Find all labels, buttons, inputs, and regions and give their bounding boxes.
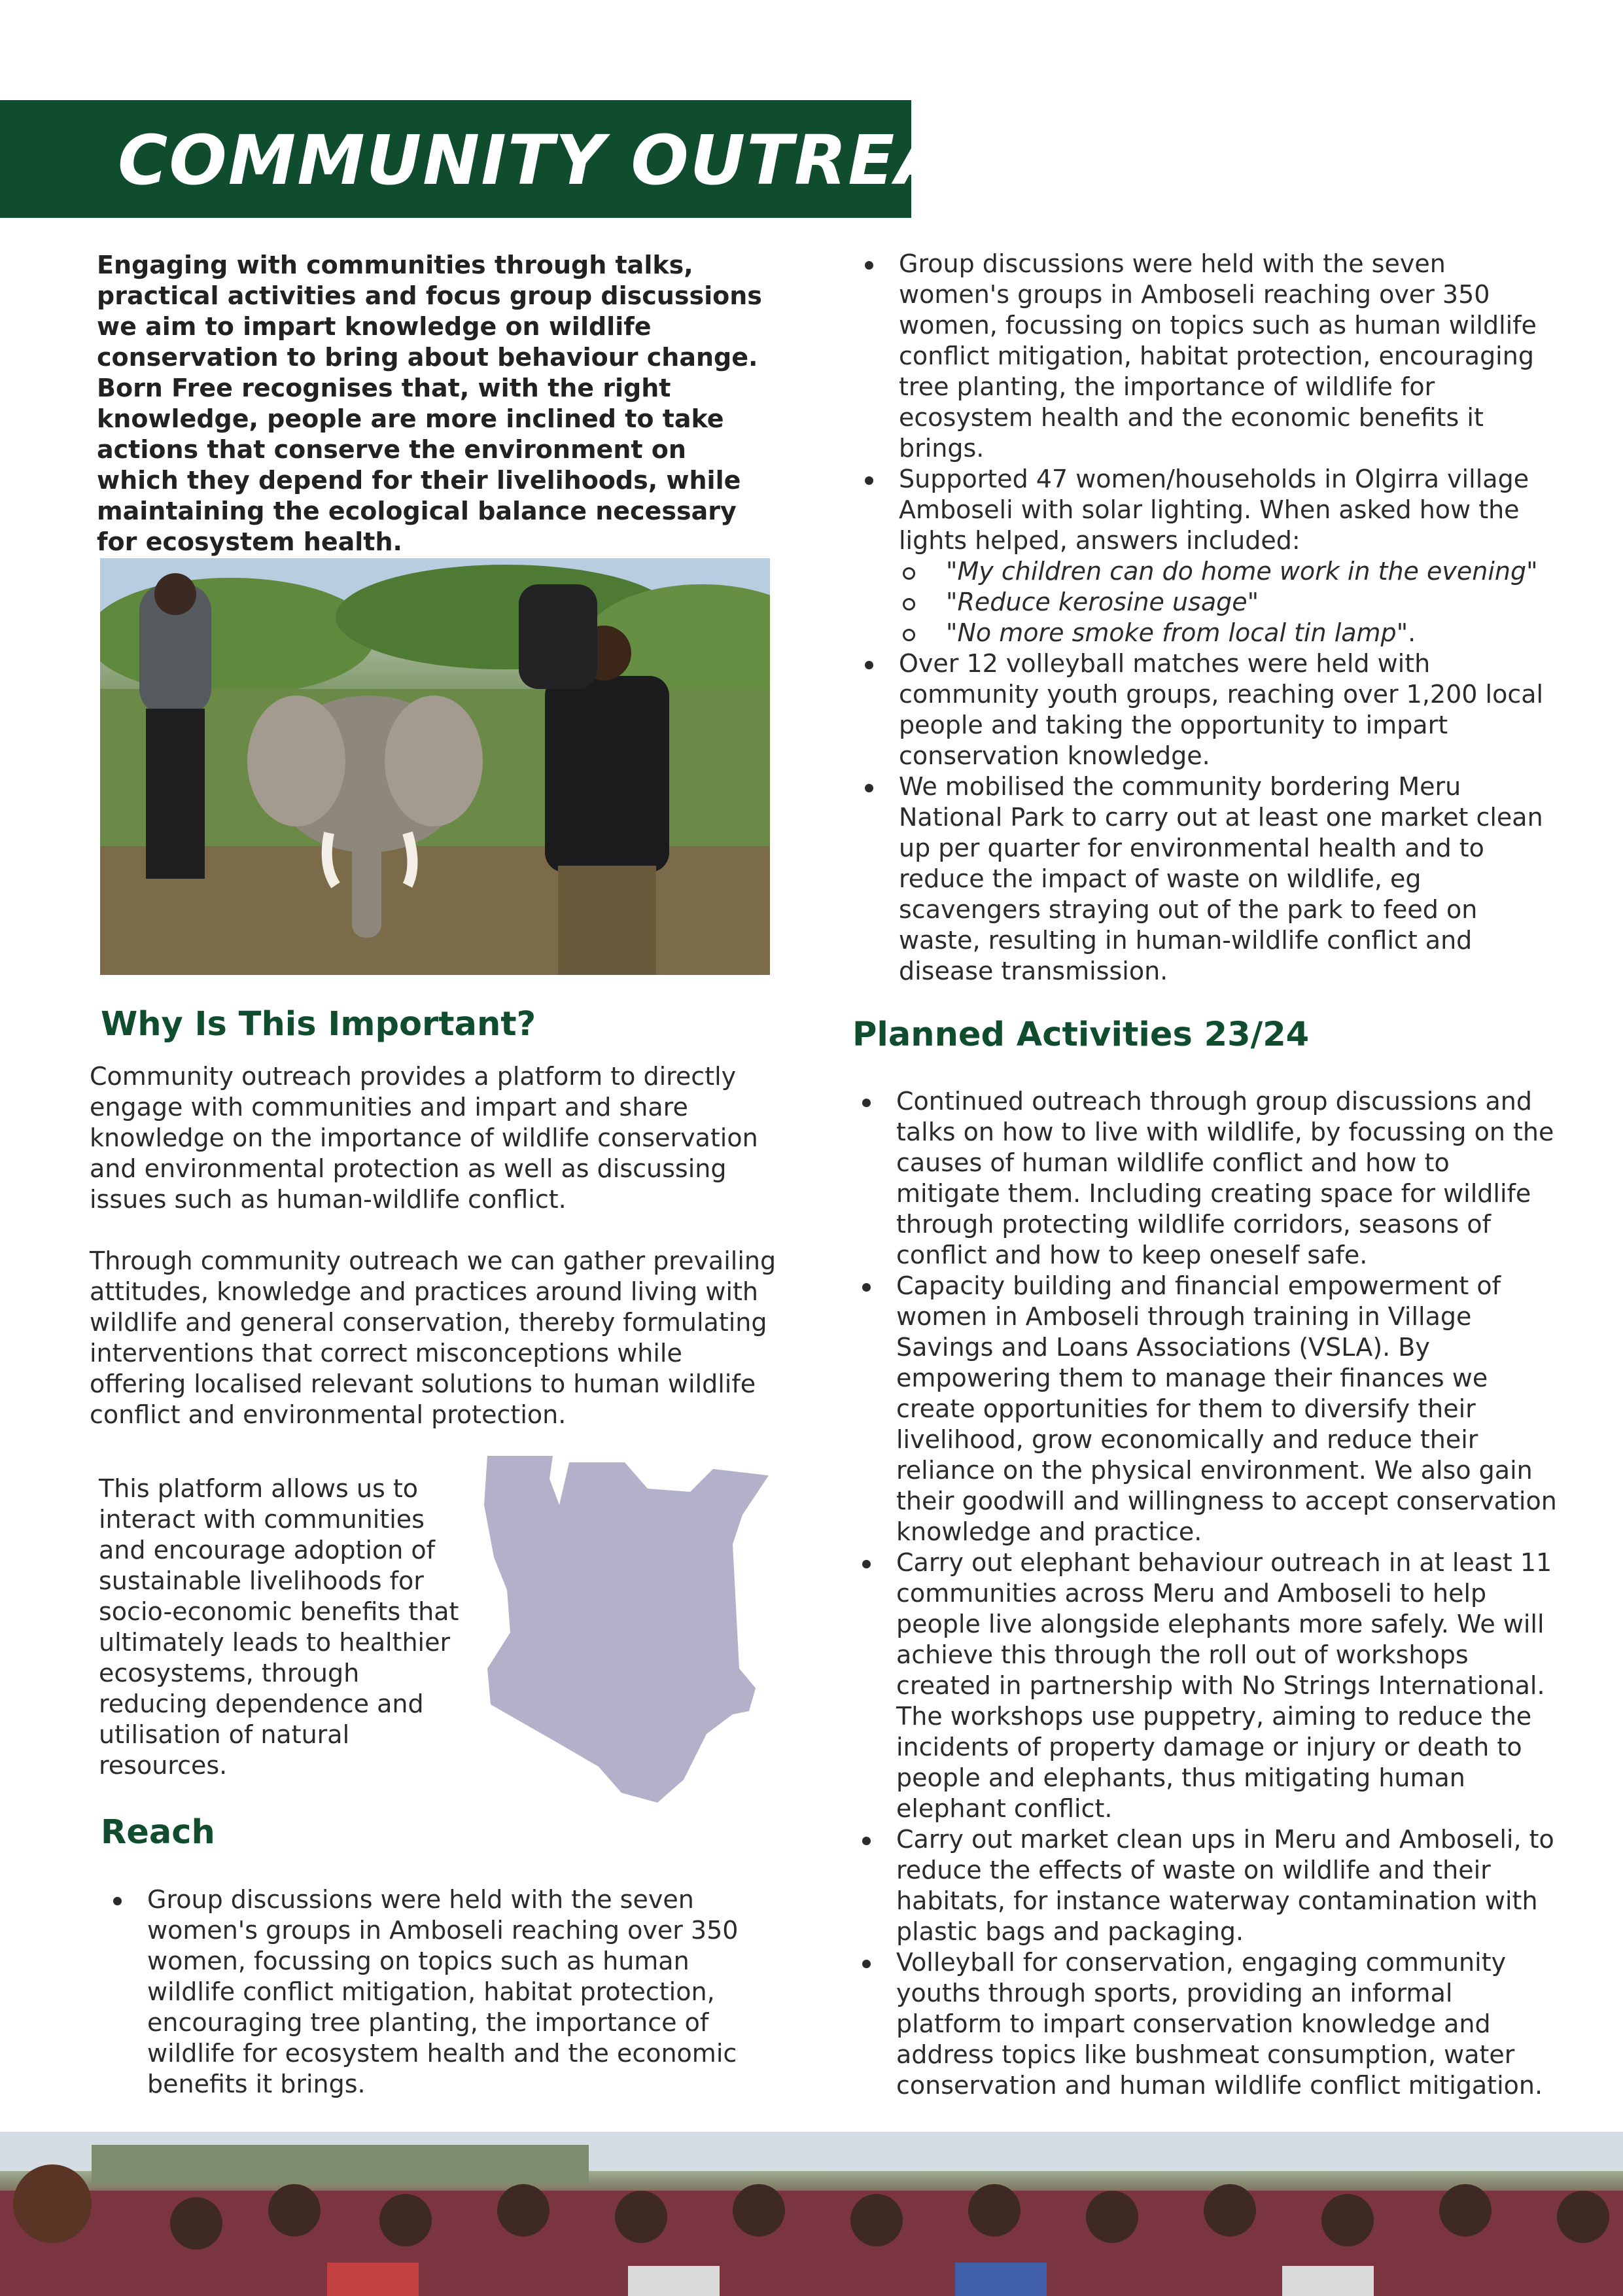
planned-item: Carry out market clean ups in Meru and Amboseli, to reduce the effects of waste on wildlife and their habitats, for instance waterway contamination with plastic bags and packaging. — [896, 1824, 1557, 1947]
solar-lighting-text: Supported 47 women/households in Olgirra village Amboseli with solar lighting. When asked how the lights helped, answers included: — [899, 465, 1529, 555]
quote-text: My children can do home work in the evening — [957, 557, 1527, 586]
why-paragraph-1: Community outreach provides a platform to directly engage with communities and impart and share knowledge on the importance of wildlife conservation and environmental protection as well as discussing issues such as human-wildlife conflict. — [90, 1062, 758, 1214]
planned-activities-list — [896, 1086, 1557, 2101]
quote-list — [899, 556, 1553, 648]
kenya-map-shape — [481, 1453, 775, 1803]
planned-activities-heading: Planned Activities 23/24 — [852, 1016, 1310, 1054]
womens-group-photo — [0, 2132, 1623, 2296]
list-item: Group discussions were held with the seven women's groups in Amboseli reaching over 350 women, focussing on topics such as human wildlife conflict mitigation, habitat protection, encouraging tree planting, the importance of wildlife for ecosystem health and the economic benefits it brings. — [899, 249, 1553, 464]
reach-results-list — [899, 249, 1553, 987]
reach-list — [147, 1884, 762, 2100]
quote-text: No more smoke from local tin lamp — [957, 618, 1397, 647]
page-title: COMMUNITY OUTREACH — [118, 120, 1057, 200]
quote-suffix: " — [1526, 557, 1538, 586]
quote-item: "My children can do home work in the evening" — [899, 556, 1553, 587]
quote-text: Reduce kerosine usage — [957, 588, 1248, 616]
intro-paragraph: Engaging with communities through talks, practical activities and focus group discussions we aim to impart knowledge on wildlife conservation to bring about behaviour change. Born Free recognises that, with the right knowledge, people are more inclined to take actions that conserve the environment on which they depend for their livelihoods, while maintaining the ecological balance necessary for ecosystem health. — [97, 251, 762, 556]
quote-suffix: ". — [1396, 618, 1416, 647]
why-paragraph-2: Through community outreach we can gather prevailing attitudes, knowledge and practices around living with wildlife and general conservation, thereby formulating interventions that correct misconceptions while offering localised relevant solutions to human wildlife conflict and environmental protection. — [90, 1246, 777, 1429]
quote-item: "Reduce kerosine usage" — [899, 587, 1553, 618]
planned-item: Capacity building and financial empowerment of women in Amboseli through training in Village Savings and Loans Associations (VSLA). By empowering them to manage their finances we create opportunities for them to diversify their livelihood, grow economically and reduce their reliance on the physical environment. We also gain their goodwill and willingness to accept conservation knowledge and practice. — [896, 1271, 1557, 1546]
elephant-photo-illustration — [100, 558, 770, 975]
why-important-heading: Why Is This Important? — [101, 1005, 536, 1044]
list-item: Over 12 volleyball matches were held with community youth groups, reaching over 1,200 local people and taking the opportunity to impart conservation knowledge. — [899, 648, 1553, 771]
reach-heading: Reach — [101, 1813, 215, 1852]
planned-item: Carry out elephant behaviour outreach in at least 11 communities across Meru and Amboseli to help people live alongside elephants more safely. We will achieve this through the roll out of workshops created in partnership with No Strings International. The workshops use puppetry, aiming to reduce the incidents of property damage or injury or death to people and elephants, thus mitigating human elephant conflict. — [896, 1547, 1557, 1824]
kenya-map — [481, 1453, 775, 1803]
planned-item: Continued outreach through group discussions and talks on how to live with wildlife, by focussing on the causes of human wildlife conflict and how to mitigate them. Including creating space for wildlife through protecting wildlife corridors, seasons of conflict and how to keep oneself safe. — [896, 1086, 1557, 1271]
elephant-puppet-photo — [100, 558, 770, 975]
quote-suffix: " — [1247, 588, 1259, 616]
planned-item: Volleyball for conservation, engaging community youths through sports, providing an informal platform to impart conservation knowledge and address topics like bushmeat consumption, water conservation and human wildlife conflict mitigation. — [896, 1947, 1557, 2101]
reach-item: Group discussions were held with the seven women's groups in Amboseli reaching over 350 women, focussing on topics such as human wildlife conflict mitigation, habitat protection, encouraging tree planting, the importance of wildlife for ecosystem health and the economic benefits it brings. — [147, 1884, 762, 2100]
platform-paragraph: This platform allows us to interact with communities and encourage adoption of sustainable livelihoods for socio-economic benefits that ultimately leads to healthier ecosystems, through reducing dependence and utilisation of natural resources. — [99, 1474, 459, 1780]
list-item: We mobilised the community bordering Meru National Park to carry out at least one market clean up per quarter for environmental health and to reduce the impact of waste on wildlife, eg scavengers straying out of the park to feed on waste, resulting in human-wildlife conflict and disease transmission. — [899, 771, 1553, 987]
list-item — [899, 464, 1553, 648]
group-photo-illustration — [0, 2132, 1623, 2296]
quote-item: "No more smoke from local tin lamp". — [899, 618, 1553, 648]
